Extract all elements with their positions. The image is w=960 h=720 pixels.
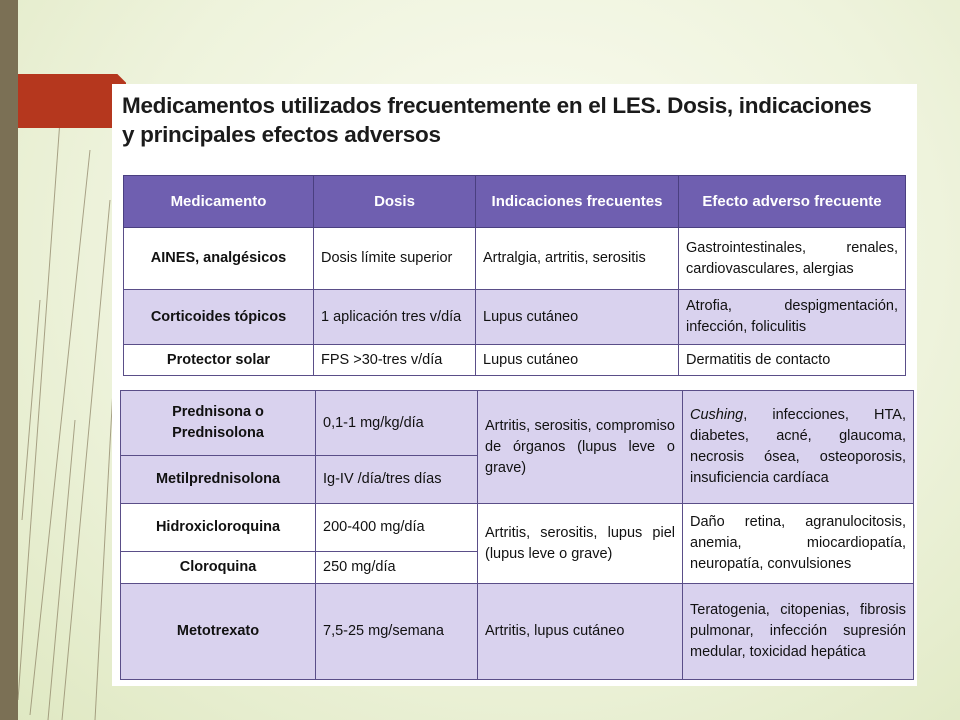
medication-table-top — [123, 175, 906, 376]
cell-medicamento: Hidroxicloroquina — [121, 504, 316, 552]
corticoides-efecto-text: , infecciones, HTA, diabetes, acné, glaucoma, necrosis ósea, osteoporosis, insuficiencia cardíaca — [690, 407, 906, 486]
cell-medicamento: Prednisona o Prednisolona — [121, 391, 316, 456]
red-accent-tab — [18, 74, 126, 128]
cell-indicaciones: Lupus cutáneo — [476, 345, 679, 376]
medication-table-bottom — [120, 390, 914, 680]
header-dosis: Dosis — [314, 176, 476, 228]
table-row — [121, 504, 914, 552]
cell-efecto: Gastrointestinales, renales, cardiovasculares, alergias — [679, 228, 906, 290]
table-row — [121, 584, 914, 680]
cell-dosis: Ig-IV /día/tres días — [316, 456, 478, 504]
cell-dosis: 0,1-1 mg/kg/día — [316, 391, 478, 456]
cell-indicaciones-antipaludicos: Artritis, serositis, lupus piel (lupus leve o grave) — [478, 504, 683, 584]
cell-medicamento: AINES, analgésicos — [124, 228, 314, 290]
table-header-row — [124, 176, 906, 228]
slide-title — [122, 91, 902, 149]
table-row — [124, 228, 906, 290]
cell-efecto: Teratogenia, citopenias, fibrosis pulmonar, infección supresión medular, toxicidad hepática — [683, 584, 914, 680]
header-efecto-adverso: Efecto adverso frecuente — [679, 176, 906, 228]
table-row — [121, 391, 914, 456]
cell-efecto-corticoides — [683, 391, 914, 504]
cell-indicaciones: Artralgia, artritis, serositis — [476, 228, 679, 290]
cell-efecto: Dermatitis de contacto — [679, 345, 906, 376]
cell-indicaciones: Artritis, lupus cutáneo — [478, 584, 683, 680]
cell-dosis: 250 mg/día — [316, 552, 478, 584]
cell-medicamento: Corticoides tópicos — [124, 290, 314, 345]
cell-medicamento: Metilprednisolona — [121, 456, 316, 504]
cell-indicaciones: Lupus cutáneo — [476, 290, 679, 345]
table-row — [124, 345, 906, 376]
title-line-2: y principales efectos adversos — [122, 122, 441, 147]
cell-indicaciones-corticoides: Artritis, serositis, compromiso de órganos (lupus leve o grave) — [478, 391, 683, 504]
cell-efecto-antipaludicos: Daño retina, agranulocitosis, anemia, miocardiopatía, neuropatía, convulsiones — [683, 504, 914, 584]
header-medicamento: Medicamento — [124, 176, 314, 228]
title-line-1: Medicamentos utilizados frecuentemente en el LES. Dosis, indicaciones — [122, 93, 872, 118]
cell-dosis: 7,5-25 mg/semana — [316, 584, 478, 680]
table-row — [124, 290, 906, 345]
cell-dosis: FPS >30-tres v/día — [314, 345, 476, 376]
cell-dosis: Dosis límite superior — [314, 228, 476, 290]
cell-medicamento: Protector solar — [124, 345, 314, 376]
cell-medicamento: Metotrexato — [121, 584, 316, 680]
cushing-text: Cushing — [690, 407, 744, 423]
header-indicaciones: Indicaciones frecuentes — [476, 176, 679, 228]
cell-dosis: 1 aplicación tres v/día — [314, 290, 476, 345]
cell-dosis: 200-400 mg/día — [316, 504, 478, 552]
cell-medicamento: Cloroquina — [121, 552, 316, 584]
cell-efecto: Atrofia, despigmentación, infección, foliculitis — [679, 290, 906, 345]
